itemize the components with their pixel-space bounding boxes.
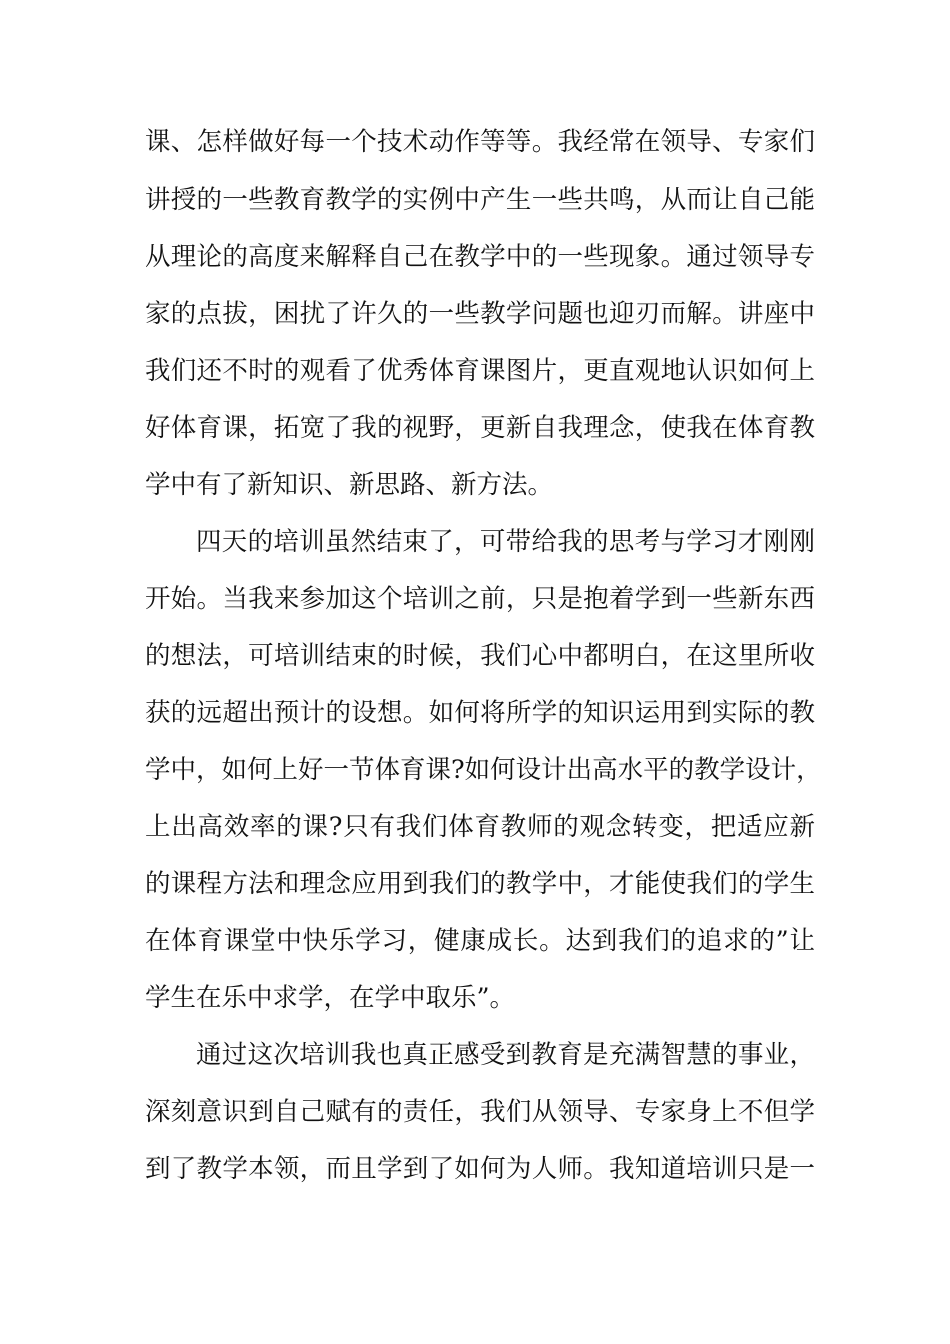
text-line: 课、怎样做好每一个技术动作等等。我经常在领导、专家们 [145,127,815,157]
text-line: 家的点拔，困扰了许久的一些教学问题也迎刃而解。讲座中 [145,299,815,329]
text-line: 到了教学本领，而且学到了如何为人师。我知道培训只是一 [145,1154,815,1184]
text-line: 讲授的一些教育教学的实例中产生一些共鸣，从而让自己能 [145,185,815,215]
text-line: 学中，如何上好一节体育课?如何设计出高水平的教学设计， [145,755,822,785]
text-line: 我们还不时的观看了优秀体育课图片，更直观地认识如何上 [145,356,815,386]
text-line: 的课程方法和理念应用到我们的教学中，才能使我们的学生 [145,869,815,899]
paragraph-first-line: 通过这次培训我也真正感受到教育是充满智慧的事业， [196,1040,815,1070]
text-line: 从理论的高度来解释自己在教学中的一些现象。通过领导专 [145,242,815,272]
text-line: 的想法，可培训结束的时候，我们心中都明白，在这里所收 [145,641,815,671]
text-line: 好体育课，拓宽了我的视野，更新自我理念，使我在体育教 [145,413,815,443]
text-line: 上出高效率的课?只有我们体育教师的观念转变，把适应新 [145,812,815,842]
text-line: 学生在乐中求学，在学中取乐”。 [145,983,516,1013]
text-line: 在体育课堂中快乐学习，健康成长。达到我们的追求的”让 [145,926,815,956]
text-line: 获的远超出预计的设想。如何将所学的知识运用到实际的教 [145,698,815,728]
text-line: 深刻意识到自己赋有的责任，我们从领导、专家身上不但学 [145,1097,815,1127]
text-line: 学中有了新知识、新思路、新方法。 [145,470,554,500]
text-line: 开始。当我来参加这个培训之前，只是抱着学到一些新东西 [145,584,815,614]
paragraph-first-line: 四天的培训虽然结束了，可带给我的思考与学习才刚刚 [196,527,815,557]
